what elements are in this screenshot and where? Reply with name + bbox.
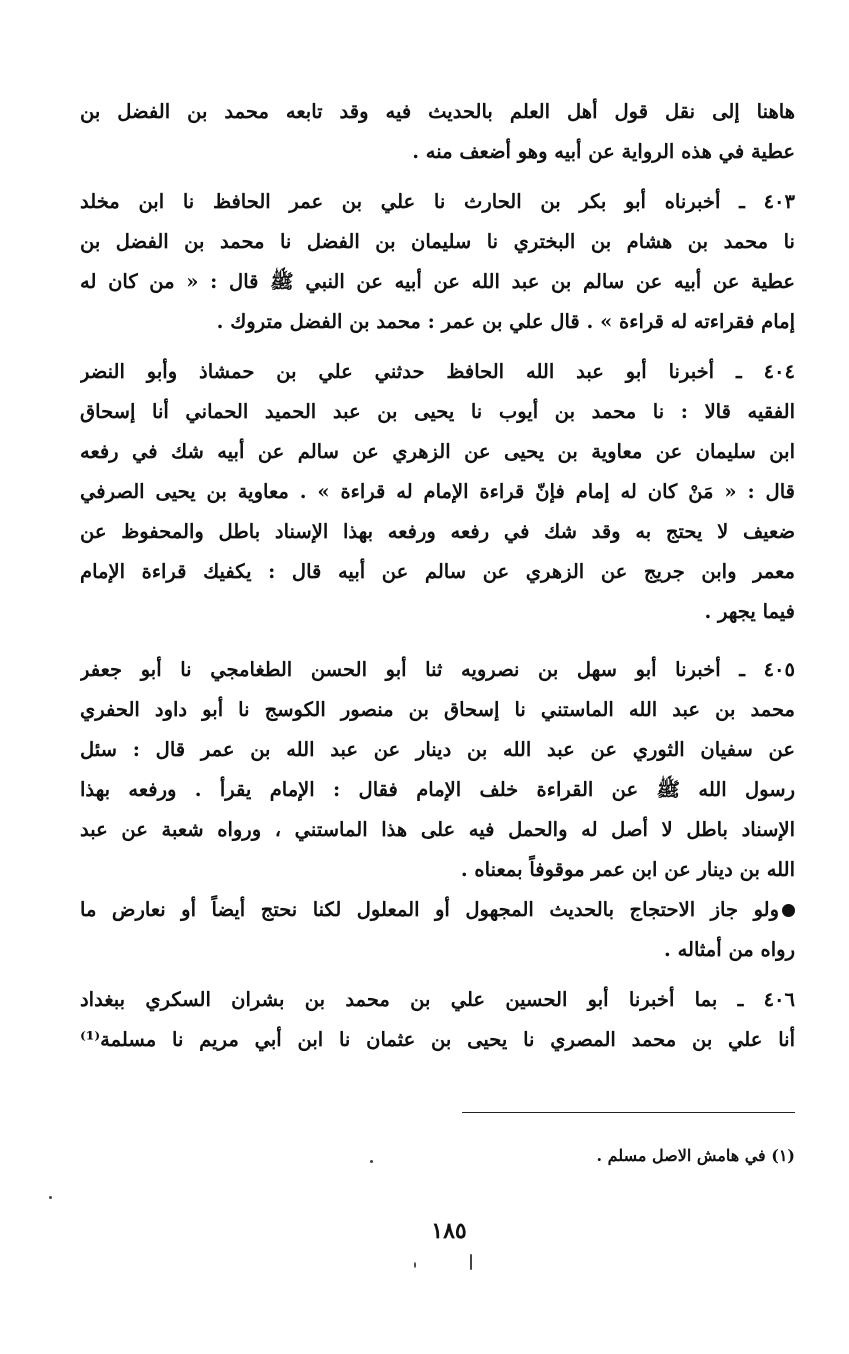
scan-speck — [49, 1196, 52, 1199]
text-line: الله بن دينار عن ابن عمر موقوفاً بمعناه . — [460, 858, 795, 881]
text-line: الإسناد باطل لا أصل له والحمل فيه على هذا الماستني ، ورواه شعبة عن عبد — [80, 818, 795, 841]
text-line: ٤٠٦ ـ بما أخبرنا أبو الحسين علي بن محمد بن بشران السكري ببغداد — [80, 988, 795, 1011]
text-line: فيما يجهر . — [704, 600, 795, 623]
text-line: الفقيه قالا : نا محمد بن أيوب نا يحيى بن عبد الحميد الحماني أنا إسحاق — [80, 400, 795, 423]
text-line: رسول الله ﷺ عن القراءة خلف الإمام فقال : الإمام يقرأ . ورفعه بهذا — [80, 778, 795, 801]
text-line: ٤٠٤ ـ أخبرنا أبو عبد الله الحافظ حدثني علي بن حمشاذ وأبو النضر — [80, 360, 795, 383]
footnote-divider — [462, 1112, 795, 1113]
scan-speck — [470, 1254, 472, 1270]
text-line: عن سفيان الثوري عن عبد الله بن دينار عن عبد الله بن عمر قال : سئل — [80, 738, 795, 761]
footnote: (١) في هامش الاصل مسلم . — [596, 1146, 795, 1165]
scan-speck — [370, 1160, 373, 1163]
text-line: ٤٠٣ ـ أخبرناه أبو بكر بن الحارث نا علي بن عمر الحافظ نا ابن مخلد — [80, 190, 795, 213]
text-line: محمد بن عبد الله الماستني نا إسحاق بن منصور الكوسج نا أبو داود الحفري — [80, 698, 795, 721]
text-line: ابن سليمان عن معاوية بن يحيى عن الزهري عن سالم عن أبيه شك في رفعه — [80, 440, 795, 463]
text-line: معمر وابن جريج عن الزهري عن سالم عن أبيه قال : يكفيك قراءة الإمام — [80, 560, 795, 583]
text-line: قال : « مَنْ كان له إمام فإنّ قراءة الإمام له قراءة » . معاوية بن يحيى الصرفي — [80, 480, 795, 503]
main-text — [80, 92, 795, 1060]
text-line: عطية عن أبيه عن سالم بن عبد الله عن أبيه عن النبي ﷺ قال : « من كان له — [80, 270, 795, 293]
text-line: إمام فقراءته له قراءة » . قال علي بن عمر : محمد بن الفضل متروك . — [216, 310, 795, 333]
scan-speck — [414, 1262, 416, 1268]
text-line: نا محمد بن هشام بن البختري نا سليمان بن الفضل نا محمد بن الفضل بن — [80, 230, 795, 253]
text-line: ٤٠٥ ـ أخبرنا أبو سهل بن نصرويه ثنا أبو الحسن الطغامجي نا أبو جعفر — [80, 658, 795, 681]
text-line: ضعيف لا يحتج به وقد شك في رفعه ورفعه بهذا الإسناد باطل والمحفوظ عن — [80, 520, 795, 543]
text-line: أنا علي بن محمد المصري نا يحيى بن عثمان نا ابن أبي مريم نا مسلمة⁽¹⁾ — [80, 1028, 795, 1051]
page-number: ١٨٥ — [431, 1218, 467, 1244]
text-line: عطية في هذه الرواية عن أبيه وهو أضعف منه . — [412, 140, 795, 163]
bullet-line — [80, 890, 795, 930]
bullet-icon — [782, 904, 795, 917]
text-line: ولو جاز الاحتجاج بالحديث المجهول أو المعلول لكنا نحتج أيضاً أو نعارض ما — [80, 898, 779, 921]
text-line: رواه من أمثاله . — [664, 938, 795, 961]
text-line: هاهنا إلى نقل قول أهل العلم بالحديث فيه وقد تابعه محمد بن الفضل بن — [80, 100, 795, 123]
